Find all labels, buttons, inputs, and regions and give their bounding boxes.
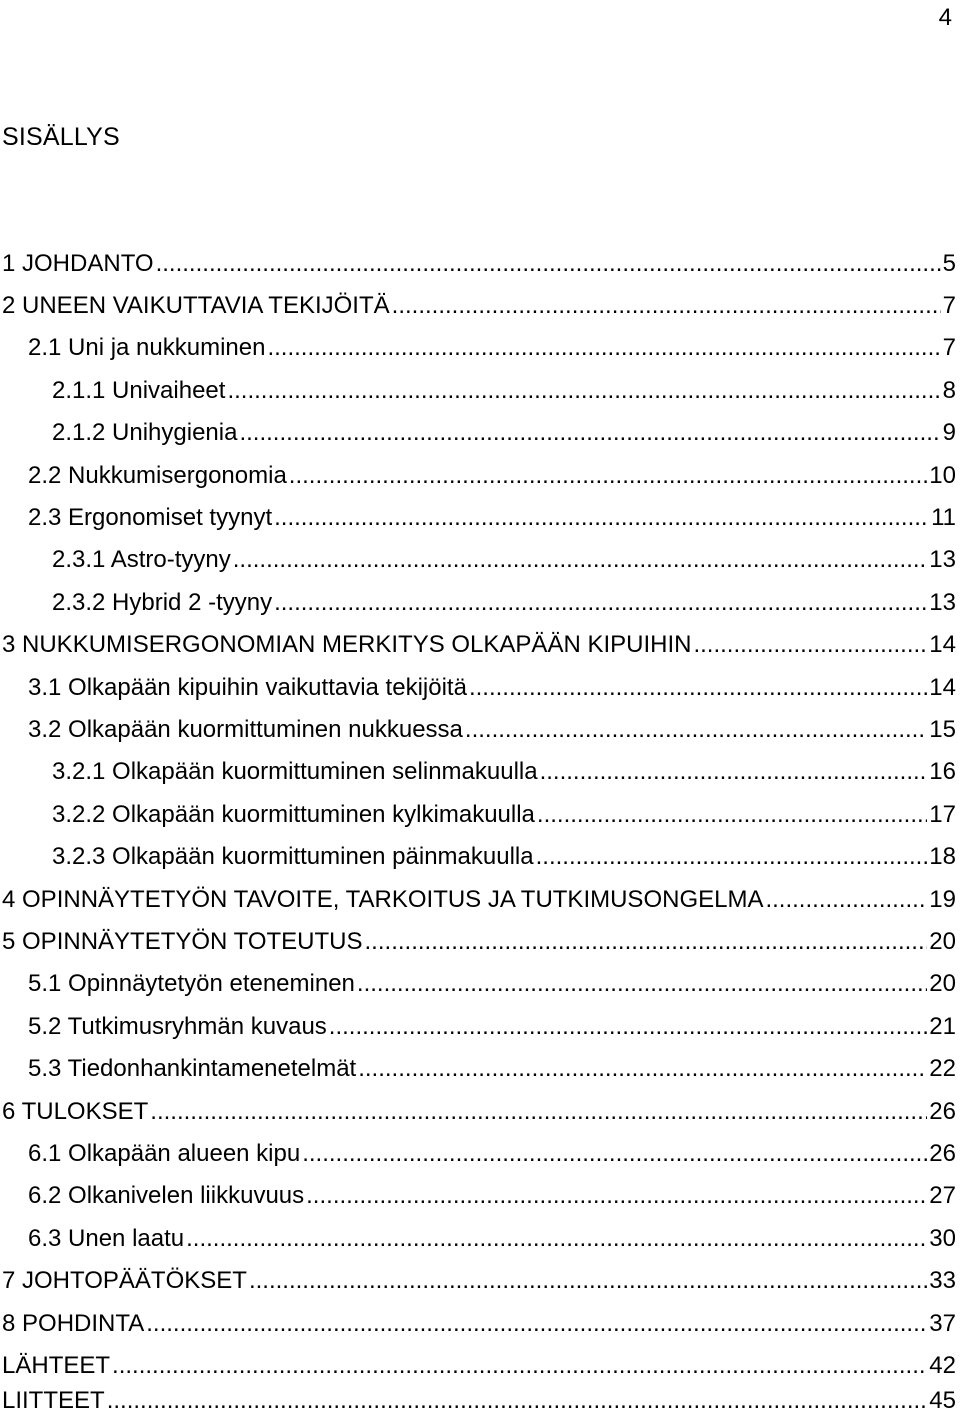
toc-entry[interactable] bbox=[28, 967, 956, 1001]
toc-entry[interactable] bbox=[28, 1179, 956, 1213]
toc-entry-page: 13 bbox=[929, 589, 956, 616]
dot-leader bbox=[274, 586, 927, 620]
dot-leader bbox=[233, 543, 928, 577]
dot-leader bbox=[302, 1137, 927, 1171]
toc-entry-label: 1 JOHDANTO bbox=[2, 250, 154, 277]
toc-entry-label: 3.2.2 Olkapään kuormittuminen kylkimakuulla bbox=[52, 801, 535, 828]
toc-entry[interactable] bbox=[52, 755, 956, 789]
dot-leader bbox=[249, 1264, 927, 1298]
toc-entry-label: 8 POHDINTA bbox=[2, 1310, 145, 1337]
toc-entry-page: 42 bbox=[929, 1352, 956, 1379]
toc-entry-label: 5 OPINNÄYTETYÖN TOTEUTUS bbox=[2, 928, 363, 955]
toc-entry[interactable] bbox=[28, 459, 956, 493]
dot-leader bbox=[186, 1222, 927, 1256]
toc-entry-label: 2.1 Uni ja nukkuminen bbox=[28, 334, 266, 361]
toc-entry-label: 2.3 Ergonomiset tyynyt bbox=[28, 504, 273, 531]
toc-entry-page: 5 bbox=[942, 250, 956, 277]
toc-entry[interactable] bbox=[28, 331, 956, 365]
toc-entry-label: 6 TULOKSET bbox=[2, 1098, 149, 1125]
dot-leader bbox=[150, 1095, 927, 1129]
toc-entry[interactable] bbox=[2, 1307, 956, 1341]
toc-entry-label: LÄHTEET bbox=[2, 1352, 111, 1379]
page-number: 4 bbox=[938, 4, 952, 31]
toc-entry-label: 6.1 Olkapään alueen kipu bbox=[28, 1140, 301, 1167]
toc-entry[interactable] bbox=[52, 416, 956, 450]
toc-entry-page: 16 bbox=[929, 758, 956, 785]
dot-leader bbox=[358, 1052, 927, 1086]
toc-entry-label: 2.3.2 Hybrid 2 -tyyny bbox=[52, 589, 273, 616]
toc-entry-label: 5.2 Tutkimusryhmän kuvaus bbox=[28, 1013, 327, 1040]
toc-entry-page: 26 bbox=[929, 1098, 956, 1125]
dot-leader bbox=[693, 628, 927, 662]
toc-entry-page: 20 bbox=[929, 970, 956, 997]
toc-entry[interactable] bbox=[2, 247, 956, 281]
toc-entry[interactable] bbox=[28, 1137, 956, 1171]
toc-entry[interactable] bbox=[2, 1095, 956, 1129]
dot-leader bbox=[329, 1010, 928, 1044]
dot-leader bbox=[146, 1307, 927, 1341]
toc-entry-label: 2 UNEEN VAIKUTTAVIA TEKIJÖITÄ bbox=[2, 292, 390, 319]
dot-leader bbox=[465, 713, 927, 747]
dot-leader bbox=[107, 1384, 928, 1418]
toc-entry[interactable] bbox=[28, 671, 956, 705]
toc-entry[interactable] bbox=[2, 628, 956, 662]
dot-leader bbox=[392, 289, 941, 323]
toc-entry[interactable] bbox=[52, 798, 956, 832]
toc-entry-label: 4 OPINNÄYTETYÖN TAVOITE, TARKOITUS JA TUTKIMUSONGELMA bbox=[2, 886, 764, 913]
toc-entry[interactable] bbox=[28, 1010, 956, 1044]
toc-entry[interactable] bbox=[28, 713, 956, 747]
dot-leader bbox=[274, 501, 929, 535]
dot-leader bbox=[469, 671, 927, 705]
toc-entry-page: 20 bbox=[929, 928, 956, 955]
toc-entry-page: 21 bbox=[929, 1013, 956, 1040]
toc-entry-label: 2.3.1 Astro-tyyny bbox=[52, 546, 231, 573]
dot-leader bbox=[536, 840, 928, 874]
toc-entry-page: 15 bbox=[929, 716, 956, 743]
toc-entry-page: 22 bbox=[929, 1055, 956, 1082]
dot-leader bbox=[365, 925, 928, 959]
toc-entry-page: 30 bbox=[929, 1225, 956, 1252]
toc-entry[interactable] bbox=[2, 1264, 956, 1298]
toc-entry-label: 7 JOHTOPÄÄTÖKSET bbox=[2, 1267, 247, 1294]
toc-entry-label: LIITTEET bbox=[2, 1387, 105, 1414]
dot-leader bbox=[239, 416, 940, 450]
toc-entry[interactable] bbox=[2, 1384, 956, 1418]
toc-entry[interactable] bbox=[28, 1052, 956, 1086]
toc-entry-label: 6.3 Unen laatu bbox=[28, 1225, 185, 1252]
toc-entry-label: 2.1.2 Unihygienia bbox=[52, 419, 238, 446]
toc-entry[interactable] bbox=[28, 1222, 956, 1256]
toc-entry[interactable] bbox=[2, 1349, 956, 1383]
dot-leader bbox=[289, 459, 928, 493]
toc-entry-label: 2.2 Nukkumisergonomia bbox=[28, 462, 287, 489]
toc-entry-label: 5.3 Tiedonhankintamenetelmät bbox=[28, 1055, 357, 1082]
dot-leader bbox=[156, 247, 941, 281]
toc-heading: SISÄLLYS bbox=[2, 123, 120, 151]
toc-entry-page: 7 bbox=[942, 334, 956, 361]
dot-leader bbox=[227, 374, 940, 408]
toc-entry-label: 2.1.1 Univaiheet bbox=[52, 377, 226, 404]
toc-entry[interactable] bbox=[52, 586, 956, 620]
toc-entry-page: 7 bbox=[942, 292, 956, 319]
dot-leader bbox=[765, 883, 927, 917]
toc-entry-label: 6.2 Olkanivelen liikkuvuus bbox=[28, 1182, 305, 1209]
toc-entry-page: 10 bbox=[929, 462, 956, 489]
toc-entry-page: 33 bbox=[929, 1267, 956, 1294]
toc-entry-page: 8 bbox=[942, 377, 956, 404]
toc-entry-label: 3.2 Olkapään kuormittuminen nukkuessa bbox=[28, 716, 463, 743]
toc-entry-label: 3.2.1 Olkapään kuormittuminen selinmakuulla bbox=[52, 758, 538, 785]
toc-entry-page: 27 bbox=[929, 1182, 956, 1209]
toc-entry[interactable] bbox=[2, 925, 956, 959]
toc-entry[interactable] bbox=[52, 543, 956, 577]
dot-leader bbox=[306, 1179, 927, 1213]
toc-entry-page: 14 bbox=[929, 631, 956, 658]
toc-entry[interactable] bbox=[52, 374, 956, 408]
toc-entry-label: 3 NUKKUMISERGONOMIAN MERKITYS OLKAPÄÄN KIPUIHIN bbox=[2, 631, 692, 658]
dot-leader bbox=[267, 331, 940, 365]
toc-entry[interactable] bbox=[28, 501, 956, 535]
toc-entry-page: 13 bbox=[929, 546, 956, 573]
dot-leader bbox=[357, 967, 927, 1001]
toc-entry-page: 14 bbox=[929, 674, 956, 701]
toc-entry-page: 37 bbox=[929, 1310, 956, 1337]
toc-entry-page: 17 bbox=[929, 801, 956, 828]
dot-leader bbox=[112, 1349, 927, 1383]
toc-entry-label: 3.2.3 Olkapään kuormittuminen päinmakuulla bbox=[52, 843, 534, 870]
toc-entry-page: 18 bbox=[929, 843, 956, 870]
toc-entry-label: 3.1 Olkapään kipuihin vaikuttavia tekijöitä bbox=[28, 674, 467, 701]
toc-entry-page: 45 bbox=[929, 1387, 956, 1414]
toc-entry-label: 5.1 Opinnäytetyön eteneminen bbox=[28, 970, 355, 997]
toc-entry[interactable] bbox=[2, 289, 956, 323]
toc-entry[interactable] bbox=[2, 883, 956, 917]
dot-leader bbox=[540, 755, 928, 789]
toc-entry-page: 9 bbox=[942, 419, 956, 446]
dot-leader bbox=[537, 798, 927, 832]
toc-entry[interactable] bbox=[52, 840, 956, 874]
toc-entry-page: 19 bbox=[929, 886, 956, 913]
toc-entry-page: 11 bbox=[931, 504, 956, 531]
toc-entry-page: 26 bbox=[929, 1140, 956, 1167]
